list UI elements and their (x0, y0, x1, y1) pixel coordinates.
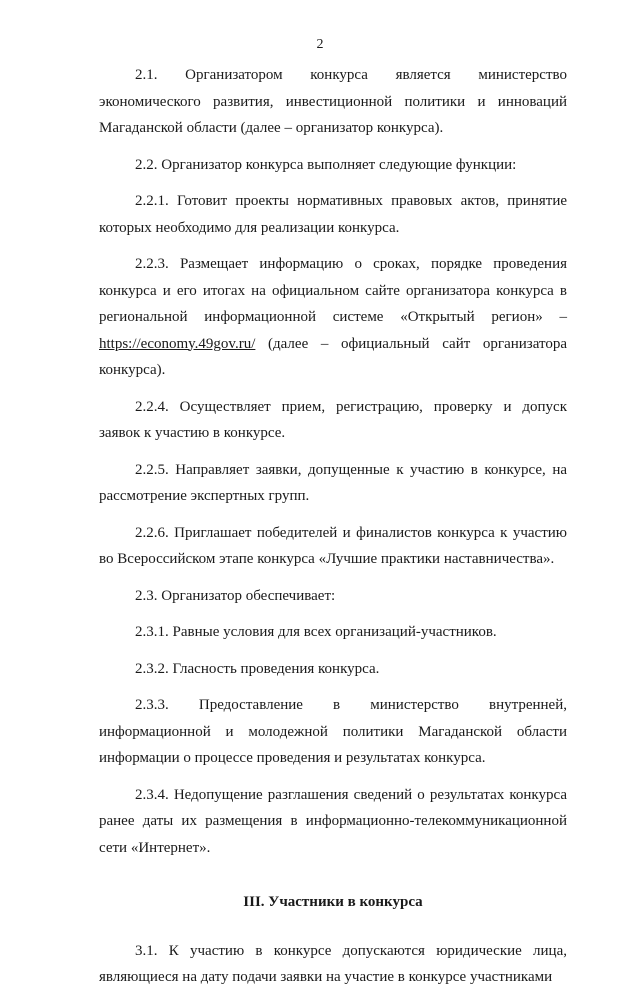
paragraph-2-3-2: 2.3.2. Гласность проведения конкурса. (135, 660, 380, 677)
paragraph-2-3: 2.3. Организатор обеспечивает: (135, 587, 336, 604)
paragraph-2-2: 2.2. Организатор конкурса выполняет следующие функции: (135, 156, 517, 173)
paragraph-2-3-4: 2.3.4. Недопущение разглашения сведений о результатах конкурса ранее даты их размещения в информационно-телекоммуникационной сети «Интернет». (99, 786, 567, 856)
paragraph-2-2-5: 2.2.5. Направляет заявки, допущенные к участию в конкурсе, на рассмотрение экспертных групп. (99, 461, 567, 504)
paragraph-2-2-1: 2.2.1. Готовит проекты нормативных правовых актов, принятие которых необходимо для реализации конкурса. (99, 193, 567, 236)
page-number: 2 (316, 37, 324, 52)
paragraph-2-3-1: 2.3.1. Равные условия для всех организаций-участников. (135, 624, 497, 640)
official-site-link[interactable]: https://economy.49gov.ru/ (99, 335, 256, 352)
paragraph-2-2-4: 2.2.4. Осуществляет прием, регистрацию, проверку и допуск заявок к участию в конкурсе. (99, 398, 567, 441)
paragraph-2-2-6: 2.2.6. Приглашает победителей и финалистов конкурса к участию во Всероссийском этапе конкурса «Лучшие практики наставничества». (99, 524, 567, 567)
paragraph-2-2-3 (99, 251, 567, 384)
paragraph-2-2-3-text-after: (далее – официальный сайт организатора конкурса). (99, 335, 567, 378)
paragraph-2-1: 2.1. Организатором конкурса является министерство экономического развития, инвестиционной политики и инноваций Магаданской области (далее – организатор конкурса). (99, 67, 567, 136)
paragraph-2-3-3: 2.3.3. Предоставление в министерство внутренней, информационной и молодежной политики Магаданской области информации о процессе проведения и результатах конкурса. (99, 697, 567, 766)
document-body (99, 62, 567, 1001)
paragraph-3-1: 3.1. К участию в конкурсе допускаются юридические лица, являющиеся на дату подачи заявки на участие в конкурсе участниками (99, 942, 567, 985)
paragraph-2-2-3-text-before: 2.2.3. Размещает информацию о сроках, порядке проведения конкурса и его итогах на официальном сайте организатора конкурса в региональной информационной системе «Открытый регион» – (99, 256, 567, 325)
section-heading: III. Участники в конкурса (243, 894, 423, 910)
